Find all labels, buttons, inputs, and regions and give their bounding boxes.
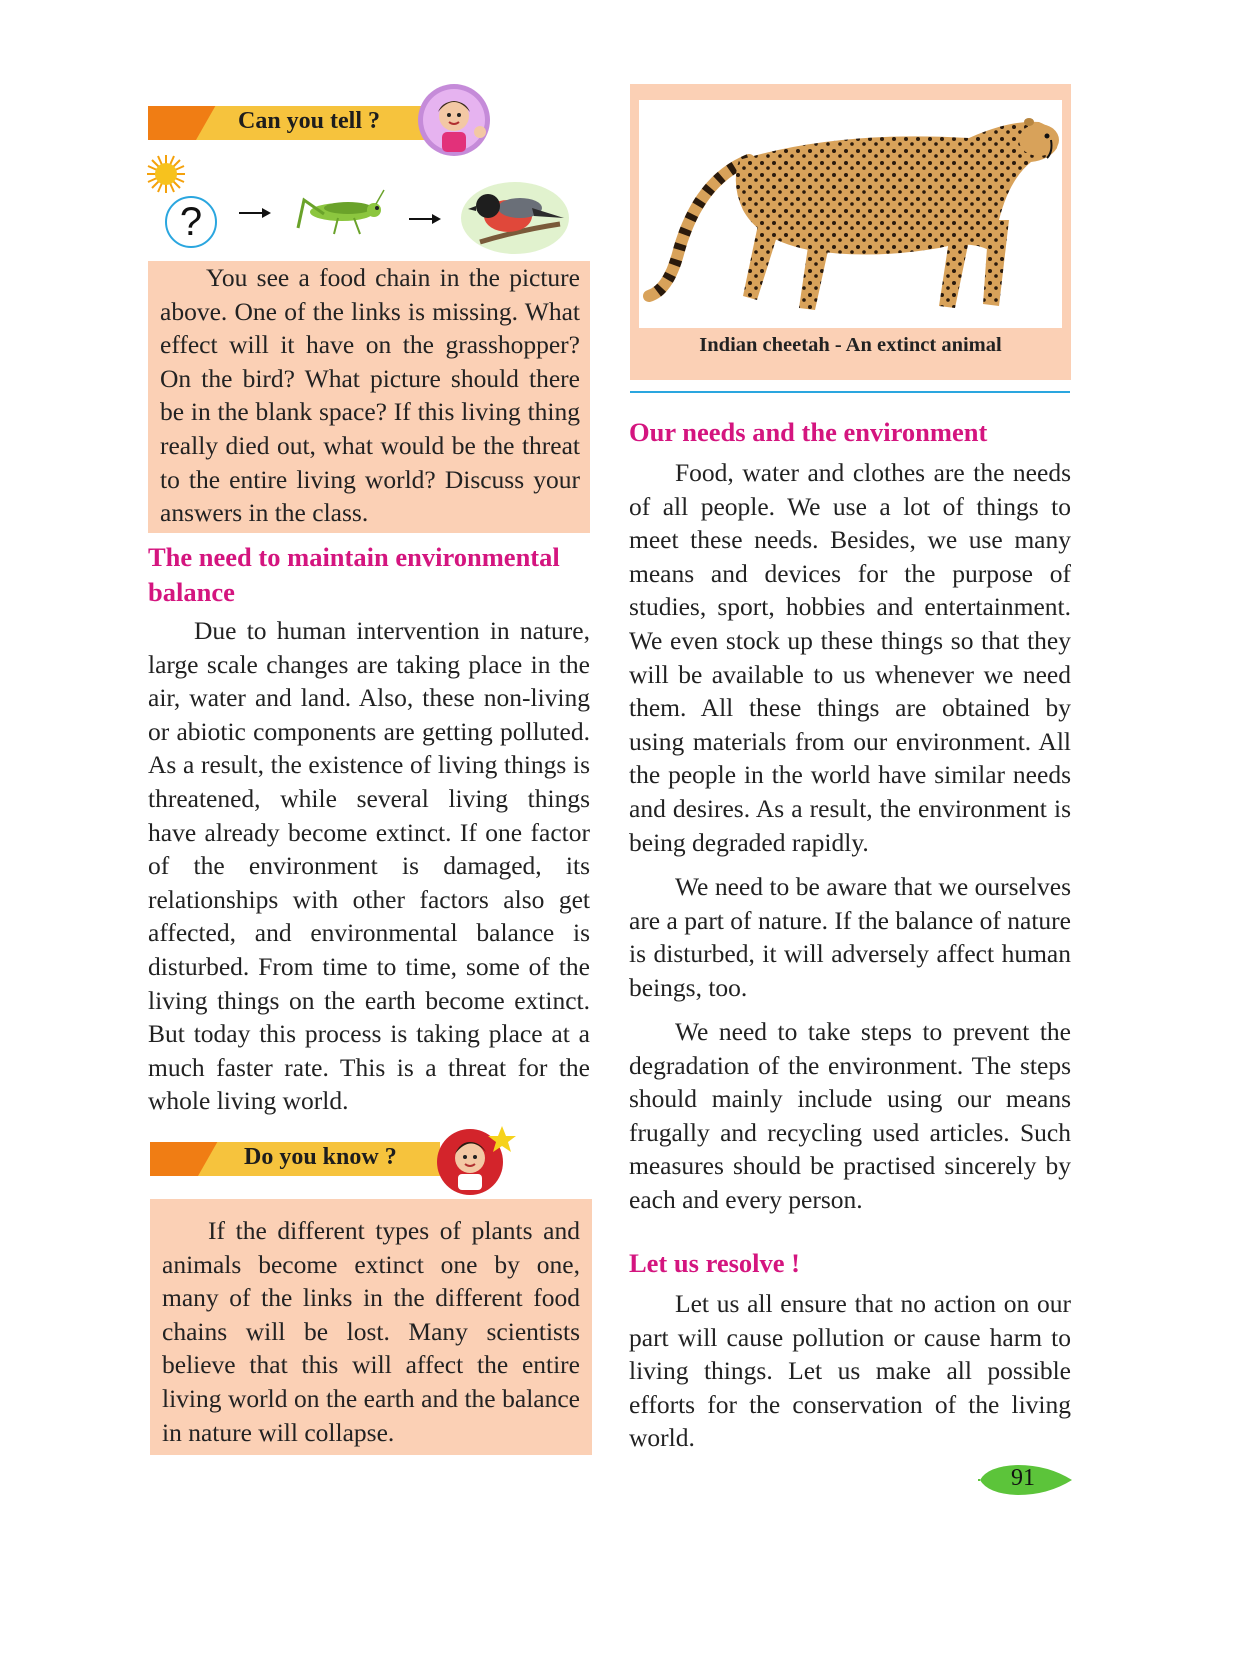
cheetah-caption: Indian cheetah - An extinct animal (699, 334, 1002, 356)
arrow-right-icon (238, 206, 272, 220)
can-you-tell-box (148, 261, 590, 533)
do-you-know-text (162, 1214, 580, 1449)
girl-mascot-icon (416, 82, 496, 162)
resolve-text: Let us all ensure that no action on our part will cause pollution or cause harm to living things. Let us make all possible efforts for the conservation of the living world. (629, 1289, 1071, 1453)
cheetah-image (639, 100, 1062, 328)
resolve-heading: Let us resolve ! (629, 1248, 800, 1278)
needs-paragraph-3 (629, 1015, 1071, 1217)
can-you-tell-banner (148, 106, 438, 140)
resolve-paragraph (629, 1287, 1071, 1455)
needs-heading: Our needs and the environment (629, 417, 988, 447)
do-you-know-paragraph: If the different types of plants and animals become extinct one by one, many of the links in the different food chains will be lost. Many scientists believe that this will affect the entire living world on the earth and the balance in nature will collapse. (162, 1216, 580, 1447)
do-you-know-banner (150, 1142, 440, 1176)
boy-mascot-icon (430, 1120, 520, 1198)
page-number-leaf (978, 1462, 1074, 1498)
needs-text-1: Food, water and clothes are the needs of all people. We use a lot of things to meet these needs. Besides, we use many means and devices for the purpose of studies, sport, hobbies and entertainment. We even stock up these things so that they will be available to us whenever we need them. All these things are obtained by using materials from our environment. All the people in the world have similar needs and desires. As a result, the environment is being degraded rapidly. (629, 458, 1071, 857)
cheetah-figure-box (630, 84, 1071, 380)
sun-icon (146, 154, 186, 194)
page-number: 91 (1011, 1465, 1035, 1491)
needs-text-3: We need to take steps to prevent the degradation of the environment. The steps should mainly include using our means frugally and recycling used articles. Such measures should be practised sincerely by each and every person. (629, 1017, 1071, 1214)
question-mark: ? (179, 200, 203, 244)
do-you-know-box (150, 1199, 592, 1455)
cheetah-photo-frame (639, 100, 1062, 328)
balance-heading: The need to maintain environmental balance (148, 542, 560, 607)
needs-text-2: We need to be aware that we ourselves are a part of nature. If the balance of nature is disturbed, it will adversely affect human beings, too. (629, 872, 1071, 1002)
grasshopper-icon (294, 188, 386, 240)
balance-text: Due to human intervention in nature, large scale changes are taking place in the air, water and land. Also, these non-living or abiotic components are getting polluted. As a result, the existence of living things is threatened, while several living things have already become extinct. If one factor of the environment is damaged, its relationships with other factors also get affected, and environmental balance is disturbed. From time to time, some of the living things on the earth become extinct. But today this process is taking place at a much faster rate. This is a threat for the whole living world. (148, 616, 590, 1116)
missing-link-circle (165, 196, 217, 248)
can-you-tell-paragraph: You see a food chain in the picture above. One of the links is missing. What effect will it have on the grasshopper? On the bird? What picture should there be in the blank space? If this living thing really died out, what would be the threat to the entire living world? Discuss your answers in the class. (160, 263, 580, 528)
bird-icon (460, 178, 570, 254)
can-you-tell-label: Can you tell ? (238, 108, 381, 134)
needs-paragraph-1 (629, 456, 1071, 859)
do-you-know-label: Do you know ? (244, 1144, 397, 1170)
arrow-right-icon (408, 212, 442, 226)
can-you-tell-text (160, 261, 580, 530)
balance-paragraph (148, 614, 590, 1118)
needs-paragraph-2 (629, 870, 1071, 1004)
section-divider (630, 391, 1070, 393)
